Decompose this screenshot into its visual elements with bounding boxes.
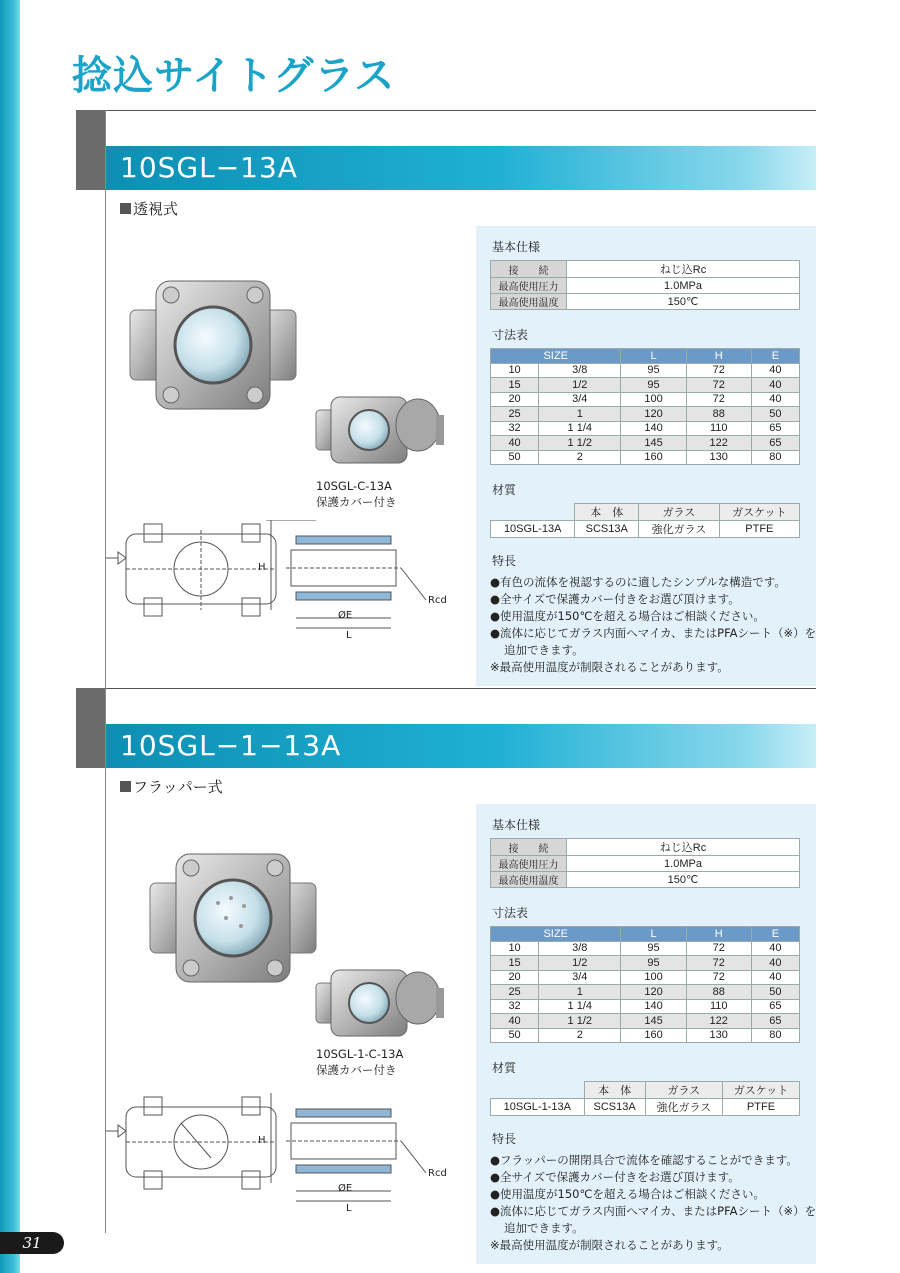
spec-panel [476, 804, 816, 1264]
dim-label-rcd: Rcd [428, 595, 447, 606]
list-item: ●全サイズで保護カバー付きをお選び頂けます。 [490, 592, 740, 606]
spec-panel [476, 226, 816, 686]
table-row: 15 1/2 95 72 40 [491, 956, 800, 971]
page-title: 捻込サイトグラス [72, 53, 396, 99]
dim-label-e: ØE [338, 1183, 353, 1194]
table-row: 20 3/4 100 72 40 [491, 970, 800, 985]
basic-spec-heading: 基本仕様 [492, 818, 541, 832]
list-item: ●流体に応じてガラス内面へマイカ、またはPFAシート（※）を [490, 1204, 817, 1218]
section-divider [76, 110, 816, 111]
table-row: 20 3/4 100 72 40 [491, 392, 800, 407]
table-row: 10SGL-13A SCS13A 強化ガラス PTFE [491, 521, 800, 538]
dimension-table: SIZE L H E 10 3/8 95 72 40 15 1/2 95 72 40 20 3/4 100 72 40 25 1 120 88 50 32 1 1/4 140 110 65 40 1 1/2 145 122 65 50 2 160 130 80 [490, 926, 800, 1043]
table-row: 50 2 160 130 80 [491, 450, 800, 465]
table-row: 最高使用温度 150℃ [491, 294, 800, 310]
dim-label-rcd: Rcd [428, 1168, 447, 1179]
basic-spec-table [490, 838, 800, 888]
model-name: 10SGL−1−13A [120, 729, 342, 762]
features-heading: 特長 [492, 554, 517, 568]
table-row: 32 1 1/4 140 110 65 [491, 421, 800, 436]
material-heading: 材質 [492, 483, 517, 497]
square-bullet-icon [120, 781, 131, 792]
section-marker [76, 110, 106, 190]
square-bullet-icon [120, 203, 131, 214]
model-banner [106, 146, 816, 190]
list-item: ●使用温度が150℃を超える場合はご相談ください。 [490, 1187, 765, 1201]
material-table: 本 体 ガラス ガスケット 10SGL-13A SCS13A 強化ガラス PTFE [490, 503, 800, 538]
table-row: 接 続 ねじ込Rc [491, 839, 800, 856]
product-photo [126, 275, 446, 475]
table-row: 最高使用温度 150℃ [491, 872, 800, 888]
list-item: ●フラッパーの開閉具合で流体を確認することができます。 [490, 1153, 798, 1167]
list-item: ●使用温度が150℃を超える場合はご相談ください。 [490, 609, 765, 623]
features-list [490, 574, 817, 676]
model-banner [106, 724, 816, 768]
photo-caption: 10SGL-1-C-13A 保護カバー付き [316, 1047, 404, 1077]
features-heading: 特長 [492, 1132, 517, 1146]
table-row: 40 1 1/2 145 122 65 [491, 436, 800, 451]
table-row: 最高使用圧力 1.0MPa [491, 278, 800, 294]
left-accent-band [0, 0, 20, 1273]
list-item: ●流体に応じてガラス内面へマイカ、またはPFAシート（※）を [490, 626, 817, 640]
material-table: 本 体 ガラス ガスケット 10SGL-1-13A SCS13A 強化ガラス PTFE [490, 1081, 800, 1116]
list-item-continuation: 追加できます。 [504, 643, 584, 657]
table-row: 接 続 ねじ込Rc [491, 261, 800, 278]
table-row: 10 3/8 95 72 40 [491, 363, 800, 378]
section-subtitle: フラッパー式 [120, 776, 223, 797]
section-subtitle: 透視式 [120, 198, 178, 219]
table-row: 25 1 120 88 50 [491, 407, 800, 422]
section-marker [76, 688, 106, 768]
product-section-2 [76, 688, 817, 1252]
features-note: ※最高使用温度が制限されることがあります。 [490, 1238, 729, 1252]
page-number: 31 [0, 1232, 64, 1254]
dimension-heading: 寸法表 [492, 906, 529, 920]
technical-drawing [96, 520, 466, 650]
table-row: 50 2 160 130 80 [491, 1028, 800, 1043]
dim-label-l: L [346, 1203, 352, 1214]
features-list [490, 1152, 817, 1254]
product-photo [146, 848, 456, 1048]
table-row: 10SGL-1-13A SCS13A 強化ガラス PTFE [491, 1099, 800, 1116]
dim-label-h: H [258, 562, 266, 573]
photo-caption: 10SGL-C-13A 保護カバー付き [316, 479, 397, 509]
section-divider [76, 688, 816, 689]
basic-spec-heading: 基本仕様 [492, 240, 541, 254]
table-row: 最高使用圧力 1.0MPa [491, 856, 800, 872]
dim-label-l: L [346, 630, 352, 641]
table-row: 25 1 120 88 50 [491, 985, 800, 1000]
list-item: ●全サイズで保護カバー付きをお選び頂けます。 [490, 1170, 740, 1184]
model-name: 10SGL−13A [120, 151, 298, 184]
features-note: ※最高使用温度が制限されることがあります。 [490, 660, 729, 674]
technical-drawing [96, 1093, 466, 1223]
dim-label-e: ØE [338, 610, 353, 621]
table-row: 32 1 1/4 140 110 65 [491, 999, 800, 1014]
table-row: 40 1 1/2 145 122 65 [491, 1014, 800, 1029]
material-heading: 材質 [492, 1061, 517, 1075]
dimension-heading: 寸法表 [492, 328, 529, 342]
table-row: 10 3/8 95 72 40 [491, 941, 800, 956]
table-row: 15 1/2 95 72 40 [491, 378, 800, 393]
product-section-1 [76, 110, 816, 690]
dim-label-h: H [258, 1135, 266, 1146]
list-item: ●有色の流体を視認するのに適したシンプルな構造です。 [490, 575, 786, 589]
dimension-table: SIZE L H E 10 3/8 95 72 40 15 1/2 95 72 40 20 3/4 100 72 40 25 1 120 88 50 32 1 1/4 140 110 65 40 1 1/2 145 122 65 50 2 160 130 80 [490, 348, 800, 465]
basic-spec-table [490, 260, 800, 310]
list-item-continuation: 追加できます。 [504, 1221, 584, 1235]
